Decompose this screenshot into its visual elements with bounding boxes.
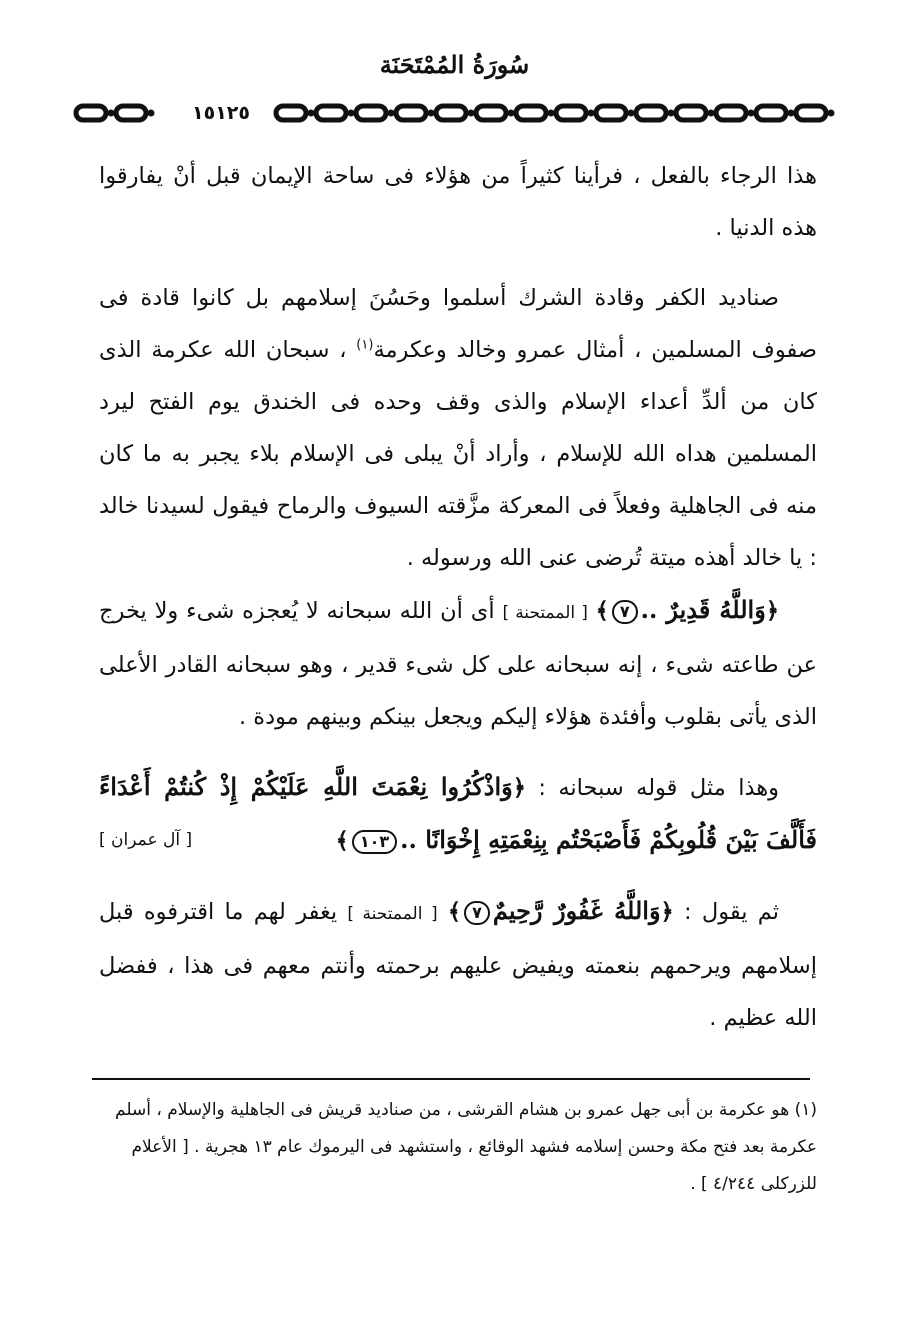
page-number: ١٥١٢٥ [179, 98, 263, 128]
quran-bracket-close: ﴾ [595, 598, 609, 624]
paragraph-text: هذا الرجاء بالفعل ، فرأينا كثيراً من هؤلاء فى ساحة الإيمان قبل أنْ يفارقوا هذه الدنيا . [99, 163, 817, 241]
footnote: (١) هو عكرمة بن أبى جهل عمرو بن هشام القرشى ، من صناديد قريش فى الجاهلية والإسلام ، أسلم عكرمة بعد فتح مكة وحسن إسلامه فشهد الوقائع ، واستشهد فى اليرموك عام ١٣ هجرية . [ الأعلام للزركلى ٤/٢٤٤ ] . [115, 1100, 817, 1194]
paragraph [99, 761, 817, 867]
quran-bracket-close: ﴾ [447, 899, 462, 925]
paragraph-text: ثم يقول : [673, 899, 779, 925]
paragraph-text: وهذا مثل قوله سبحانه : [525, 775, 779, 801]
surah-reference: [ آل عمران ] [99, 830, 193, 850]
paragraph [99, 150, 817, 254]
paragraph [99, 885, 817, 1044]
quran-verse: وَاللَّهُ غَفُورٌ رَّحِيمٌ [492, 896, 661, 925]
paragraph [99, 584, 817, 743]
ayah-number: ٧ [612, 600, 638, 624]
footnote-divider [92, 1078, 810, 1080]
footnote-marker[interactable]: (١) [356, 337, 374, 353]
paragraph [99, 272, 817, 584]
quran-bracket-open: ﴿ [765, 598, 779, 624]
quran-bracket-open: ﴿ [512, 775, 526, 801]
main-text [99, 150, 817, 1044]
quran-bracket-close: ﴾ [335, 828, 349, 854]
footnotes [99, 1092, 817, 1203]
paragraph-text: أى أن الله سبحانه لا يُعجزه شىء ولا يخرج عن طاعته شىء ، إنه سبحانه على كل شىء قدير ، وهو سبحانه القادر الأعلى الذى يأتى بقلوب وأفئدة هؤلاء إليكم ويجعل بينكم وبينهم مودة . [99, 598, 817, 730]
surah-reference: [ الممتحنة ] [347, 904, 438, 924]
paragraph-text: يغفر لهم ما اقترفوه قبل إسلامهم ويرحمهم بنعمته ويفيض عليهم برحمته وأنتم معهم فى هذا ، ففضل الله عظيم . [99, 899, 817, 1031]
surah-title: سُورَةُ المُمْتَحَنَة [379, 50, 530, 79]
paragraph-text: ، سبحان الله عكرمة الذى كان من ألدِّ أعداء الإسلام والذى وقف وحده فى الخندق يوم الفتح ليرد المسلمين هداه الله للإسلام ، وأراد أنْ يبلى فى الإسلام بلاء يجبر به ما كان منه فى الجاهلية وفعلاً فى المعركة مزَّقته السيوف والرماح فيقول لسيدنا خالد : يا خالد أهذه ميتة تُرضى عنى الله ورسوله . [99, 337, 817, 571]
ayah-number: ١٠٣ [352, 830, 397, 854]
quran-verse: وَاللَّهُ قَدِيرٌ .. [640, 595, 766, 624]
quran-verse: وَاذْكُرُوا نِعْمَتَ اللَّهِ عَلَيْكُمْ إِذْ كُنتُمْ أَعْدَاءً فَأَلَّفَ بَيْنَ قُلُوبِكُمْ فَأَصْبَحْتُم بِنِعْمَتِهِ إِخْوَانًا .. [99, 772, 817, 854]
paragraph-text: صناديد الكفر وقادة الشرك أسلموا وحَسُنَ إسلامهم بل كانوا قادة فى صفوف المسلمين ، أمثال عمرو وخالد وعكرمة [99, 285, 817, 363]
surah-reference: [ الممتحنة ] [502, 603, 588, 623]
ayah-number: ٧ [464, 901, 490, 925]
quran-bracket-open: ﴿ [660, 899, 674, 925]
